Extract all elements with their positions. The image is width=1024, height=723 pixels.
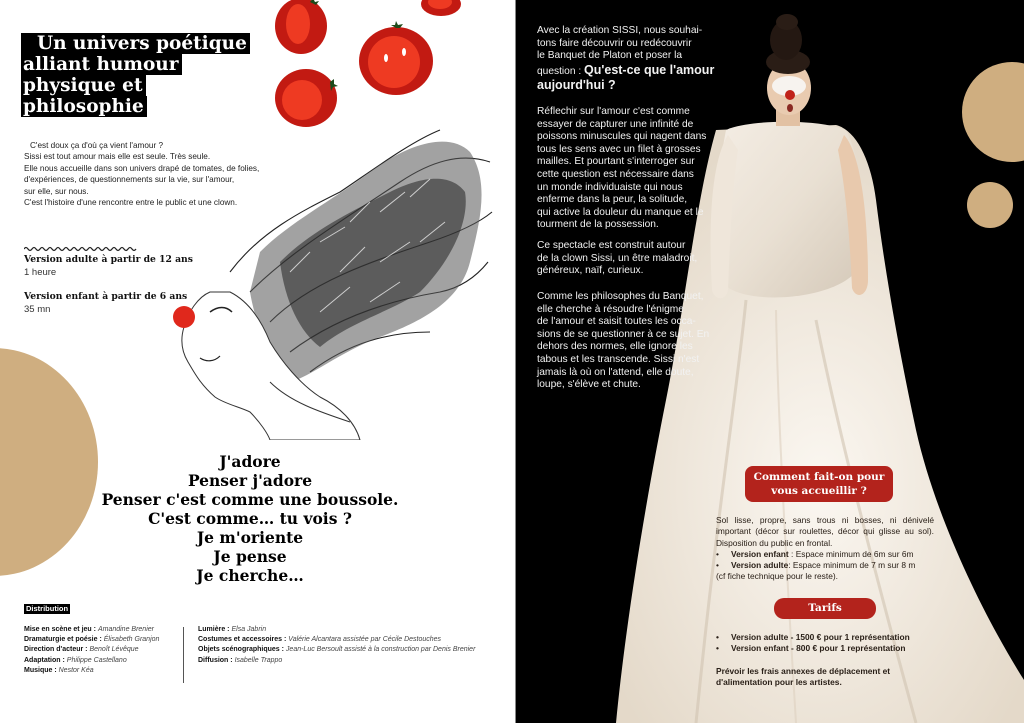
love-reflection-paragraph <box>537 106 733 232</box>
text-line: essayer de capturer une infinité de <box>537 118 694 130</box>
title-line: Un univers poétique <box>21 33 250 54</box>
credit-row <box>198 635 475 645</box>
text-line: Avec la création SISSI, nous souhai- <box>537 25 703 36</box>
quote-block <box>60 452 440 585</box>
red-clown-nose <box>785 90 795 100</box>
credit-role: Dramaturgie et poésie : <box>24 636 102 644</box>
credits-divider <box>183 627 184 683</box>
version-child-title: Version enfant à partir de 6 ans <box>24 291 188 302</box>
credit-name: Nestor Kéa <box>58 666 94 674</box>
accueil-text: Sol lisse, propre, sans trous ni bosses, ni dénivelé important (décor sur roulettes, décor qui glisse au sol). Disposition du public en frontal. <box>716 515 934 548</box>
quote-line: Penser c'est comme une boussole. <box>101 490 399 509</box>
intro-line: C'est doux ça d'où ça vient l'amour ? <box>30 141 164 150</box>
accueil-note: (cf fiche technique pour le reste). <box>716 571 838 582</box>
credit-role: Adaptation : <box>24 656 65 664</box>
tomato-1 <box>275 0 327 54</box>
credit-name: Amandine Brenier <box>97 626 154 633</box>
text-line: enferme dans la peur, la solitude, <box>537 194 688 206</box>
text-line: cette question est nécessaire dans <box>537 168 694 180</box>
text-line: un monde individuaiste qui nous <box>537 181 683 193</box>
tomato-3 <box>275 69 338 127</box>
text-line: le Banquet de Platon et poser la <box>537 50 682 62</box>
bullet-text: : Espace minimum de 7 m sur 8 m <box>788 560 916 571</box>
text-line: tons faire découvrir ou redécouvrir <box>537 37 692 49</box>
credit-name: Elsa Jabrin <box>231 626 267 633</box>
text-line: tourment de la possession. <box>537 219 659 231</box>
quote-line: Je m'oriente <box>196 528 304 547</box>
text-line: poissons minuscules qui nagent dans <box>537 131 707 143</box>
credit-name: Isabelle Trappo <box>234 656 283 664</box>
beige-circle-decoration <box>967 182 1013 228</box>
credit-row <box>24 666 159 676</box>
bullet-icon: • <box>716 632 719 642</box>
text-line: sions de se questionner à ce sujet. En <box>537 328 710 340</box>
tomato-2 <box>359 21 433 95</box>
credit-row <box>198 625 475 635</box>
text-line: loupe, s'élève et chute. <box>537 379 641 391</box>
text-line: mailles. Et pourtant s'interroger sur <box>537 156 695 168</box>
tarif-text: Version enfant - 800 € pour 1 représentation <box>731 643 906 654</box>
credit-role: Musique : <box>24 666 57 674</box>
title-line: philosophie <box>21 96 147 117</box>
list-item <box>716 643 934 654</box>
credit-name: Jean-Luc Bersoult assisté à la construction par Denis Brenier <box>285 646 476 654</box>
credit-row <box>198 645 475 655</box>
philosophers-paragraph <box>537 291 733 392</box>
text-line: Comme les philosophes du Banquet, <box>537 291 704 302</box>
quote-line: Je cherche… <box>196 566 304 585</box>
title-line: physique et <box>21 75 146 96</box>
credit-row <box>24 625 159 635</box>
credit-role: Mise en scène et jeu : <box>24 626 96 633</box>
intro-line: Elle nous accueille dans son univers drapé de tomates, de folies, <box>24 163 260 173</box>
tarifs-note: Prévoir les frais annexes de déplacement et d'alimentation pour les artistes. <box>716 666 891 688</box>
bullet-text: : Espace minimum de 6m sur 6m <box>788 548 914 559</box>
intro-paragraph <box>537 25 733 94</box>
tarifs-heading-badge: Tarifs <box>774 598 876 619</box>
credits-column-1 <box>24 625 159 676</box>
intro-line: C'est l'histoire d'une rencontre entre le public et une clown. <box>24 198 238 208</box>
credit-role: Objets scénographiques : <box>198 646 284 654</box>
bullet-icon: • <box>716 560 719 571</box>
right-page <box>516 0 1024 723</box>
intro-line: sur elle, sur nous. <box>24 186 89 196</box>
credit-role: Lumière : <box>198 626 230 633</box>
list-item <box>716 560 934 571</box>
credit-row <box>198 656 475 666</box>
credit-role: Costumes et accessoires : <box>198 636 287 644</box>
version-adult-title: Version adulte à partir de 12 ans <box>24 254 193 265</box>
text-line: tous les sens avec un filet à grosses <box>537 143 701 155</box>
list-item <box>716 549 934 560</box>
text-line <box>537 63 733 94</box>
quote-line: Penser j'adore <box>187 471 313 490</box>
heading-line: vous accueillir ? <box>771 485 867 497</box>
title-line: alliant humour <box>21 54 182 75</box>
accueil-heading-badge <box>745 466 893 502</box>
squiggle-decoration <box>24 245 140 253</box>
versions-block <box>24 254 193 328</box>
text-line: de l'amour et saisit toutes les occa- <box>537 316 696 328</box>
text-line: Réflechir sur l'amour c'est comme <box>537 106 690 117</box>
credit-row <box>24 645 159 655</box>
bullet-icon: • <box>716 548 719 559</box>
text-line: généreux, naïf, curieux. <box>537 265 644 277</box>
page-title <box>21 33 250 117</box>
question-label: question : <box>537 65 582 77</box>
quote-line: Je pense <box>213 547 287 566</box>
tarifs-list <box>716 632 934 655</box>
text-line: qui active la douleur du manque et le <box>537 206 704 218</box>
tarif-text: Version adulte - 1500 € pour 1 représentation <box>731 632 910 642</box>
version-child-duration: 35 mn <box>24 304 51 315</box>
accueil-requirements <box>716 515 934 583</box>
text-line: de la clown Sissi, un être maladroit, <box>537 252 698 264</box>
show-description-paragraph <box>537 240 733 278</box>
clown-illustration <box>170 122 500 440</box>
quote-line: C'est comme… tu vois ? <box>148 509 352 528</box>
credit-row <box>24 656 159 666</box>
version-adult-duration: 1 heure <box>24 267 57 278</box>
text-line: elle cherche à résoudre l'énigme <box>537 303 684 315</box>
credits-column-2 <box>198 625 475 666</box>
credit-row <box>24 635 159 645</box>
distribution-label: Distribution <box>26 604 69 613</box>
text-line: dehors des normes, elle ignore les <box>537 341 693 353</box>
text-line: Ce spectacle est construit autour <box>537 240 686 251</box>
credit-name: Philippe Castellano <box>66 656 127 664</box>
intro-line: Sissi est tout amour mais elle est seule. Très seule. <box>24 152 211 162</box>
bullet-icon: • <box>716 643 719 654</box>
intro-line: d'expériences, de questionnements sur la vie, sur l'amour, <box>24 175 235 185</box>
list-item <box>716 632 934 643</box>
credit-name: Élisabeth Granjon <box>103 636 160 644</box>
tomato-4 <box>421 0 461 16</box>
heading-line: Comment fait-on pour <box>753 471 885 483</box>
tomatoes-illustration <box>268 0 468 130</box>
quote-line: J'adore <box>219 452 281 471</box>
credit-name: Valérie Alcantara assistée par Cécile Destouches <box>288 636 442 644</box>
credit-role: Direction d'acteur : <box>24 646 88 654</box>
bullet-label: Version enfant <box>731 548 789 559</box>
text-line: tabous et les transcende. Sissi n'est <box>537 353 700 365</box>
credit-name: Benoît Lévêque <box>89 646 139 654</box>
key-question: Qu'est-ce que l'amour aujourd'hui ? <box>537 62 715 93</box>
credit-role: Diffusion : <box>198 656 233 664</box>
bullet-label: Version adulte <box>731 560 789 571</box>
text-line: jamais là où on l'attend, elle doute, <box>537 366 694 378</box>
